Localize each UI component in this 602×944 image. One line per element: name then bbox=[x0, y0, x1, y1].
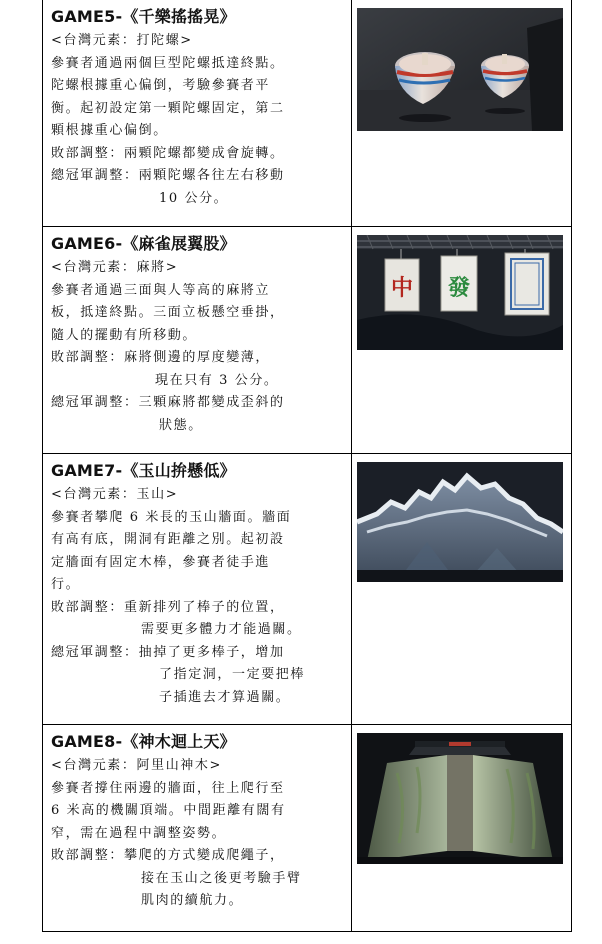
game6-desc-line: 隨人的擺動有所移動。 bbox=[51, 327, 198, 343]
game5-desc-line: 衡。起初設定第一顆陀螺固定，第二 bbox=[51, 100, 285, 116]
game5-champion-adjust-cont: 10 公分。 bbox=[159, 190, 229, 206]
game7-fail-adjust: 敗部調整：重新排列了棒子的位置， bbox=[51, 599, 285, 615]
game8-element: <台灣元素：阿里山神木> bbox=[51, 758, 222, 773]
table-row-game8 bbox=[42, 725, 572, 932]
game6-element: <台灣元素：麻將> bbox=[51, 260, 179, 275]
table-row-game6 bbox=[42, 227, 572, 454]
spinning-tops-photo bbox=[357, 8, 563, 131]
game6-champion-adjust: 總冠軍調整：三顆麻將都變成歪斜的 bbox=[51, 395, 285, 410]
game6-image-cell bbox=[352, 227, 572, 453]
game6-champion-adjust-cont: 狀態。 bbox=[159, 417, 203, 433]
game7-title: GAME7-《玉山拚懸低》 bbox=[51, 461, 236, 480]
game6-desc-line: 參賽者通過三面與人等高的麻將立 bbox=[51, 282, 271, 298]
game8-fail-adjust-cont: 接在玉山之後更考驗手臂 bbox=[141, 870, 302, 886]
game5-desc-line: 顆根據重心偏倒。 bbox=[51, 123, 168, 138]
game5-desc-line: 陀螺根據重心偏倒，考驗參賽者平 bbox=[51, 78, 271, 93]
game8-desc-line: 參賽者撐住兩邊的牆面，往上爬行至 bbox=[51, 780, 285, 796]
game-table bbox=[42, 0, 572, 932]
game7-desc-line: 有高有底，開洞有距離之別。起初設 bbox=[51, 532, 285, 547]
game7-image-cell bbox=[352, 454, 572, 724]
game6-fail-adjust: 敗部調整：麻將側邊的厚度變薄， bbox=[51, 350, 271, 365]
climbing-wall-photo bbox=[357, 462, 563, 582]
table-row-game7 bbox=[42, 454, 572, 725]
game7-fail-adjust-cont: 需要更多體力才能過關。 bbox=[141, 622, 302, 637]
game7-champion-adjust-cont: 了指定洞，一定要把棒 bbox=[159, 667, 306, 682]
game8-fail-adjust-cont: 肌肉的續航力。 bbox=[141, 893, 244, 908]
game6-desc-line: 板，抵達終點。三面立板懸空垂掛， bbox=[51, 305, 285, 320]
game8-title: GAME8-《神木迴上天》 bbox=[51, 732, 236, 751]
game8-desc-line: 窄，需在過程中調整姿勢。 bbox=[51, 825, 227, 841]
game5-image-cell bbox=[352, 0, 572, 226]
game7-desc-line: 定牆面有固定木棒，參賽者徒手進 bbox=[51, 554, 271, 570]
game7-text-cell bbox=[42, 454, 351, 724]
tree-walls-photo bbox=[357, 733, 563, 864]
game6-title: GAME6-《麻雀展翼股》 bbox=[51, 234, 236, 253]
tile-fa-glyph: 發 bbox=[447, 276, 471, 301]
game7-element: <台灣元素：玉山> bbox=[51, 487, 179, 502]
game7-desc-line: 行。 bbox=[51, 577, 81, 592]
game5-desc-line: 參賽者通過兩個巨型陀螺抵達終點。 bbox=[51, 55, 285, 71]
game6-text-cell bbox=[42, 227, 351, 453]
game8-desc-line: 6 米高的機關頂端。中間距離有闊有 bbox=[51, 803, 286, 818]
tile-zhong-glyph: 中 bbox=[390, 276, 414, 301]
game5-title: GAME5-《千樂搖搖晃》 bbox=[51, 7, 236, 26]
game7-champion-adjust-cont: 子插進去才算過關。 bbox=[159, 689, 291, 705]
table-row-game5 bbox=[42, 0, 572, 227]
game6-fail-adjust-cont: 現在只有 3 公分。 bbox=[155, 372, 279, 388]
game8-text-cell bbox=[42, 725, 351, 931]
game7-champion-adjust: 總冠軍調整：抽掉了更多棒子，增加 bbox=[51, 644, 285, 660]
game5-champion-adjust: 總冠軍調整：兩顆陀螺各往左右移動 bbox=[51, 168, 285, 183]
game5-fail-adjust: 敗部調整：兩顆陀螺都變成會旋轉。 bbox=[51, 145, 285, 161]
game7-desc-line: 參賽者攀爬 6 米長的玉山牆面。牆面 bbox=[51, 509, 292, 525]
game8-image-cell bbox=[352, 725, 572, 931]
game8-fail-adjust: 敗部調整：攀爬的方式變成爬繩子， bbox=[51, 848, 285, 863]
game5-text-cell bbox=[42, 0, 351, 226]
mahjong-panels-photo bbox=[357, 235, 563, 350]
game5-element: <台灣元素：打陀螺> bbox=[51, 33, 193, 48]
